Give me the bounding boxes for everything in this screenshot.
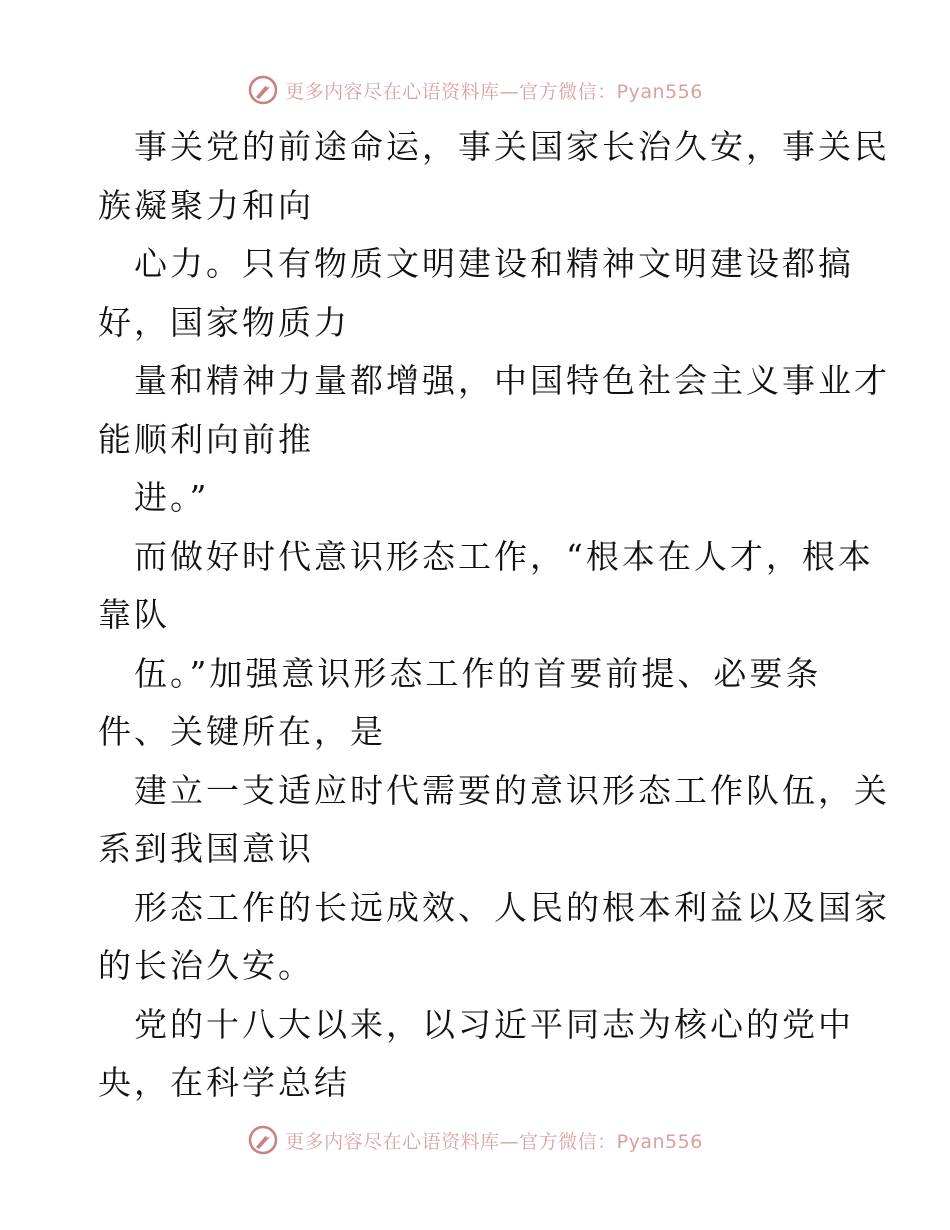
text-line: 进。” bbox=[134, 478, 210, 517]
text-line: 央，在科学总结 bbox=[98, 1063, 350, 1102]
footer-banner bbox=[0, 1120, 950, 1160]
header-banner bbox=[0, 70, 950, 110]
text-line: 心力。只有物质文明建设和精神文明建设都搞 bbox=[134, 244, 854, 283]
text-line: 量和精神力量都增强，中国特色社会主义事业才 bbox=[134, 361, 890, 400]
text-line: 党的十八大以来，以习近平同志为核心的党中 bbox=[134, 1004, 854, 1044]
text-line: 族凝聚力和向 bbox=[98, 185, 314, 225]
pen-nib-icon bbox=[247, 74, 279, 106]
text-line: 形态工作的长远成效、人民的根本利益以及国家 bbox=[134, 887, 890, 927]
text-line: 系到我国意识 bbox=[98, 829, 314, 868]
text-line: 事关党的前途命运，事关国家长治久安，事关民 bbox=[134, 127, 890, 166]
text-line: 而做好时代意识形态工作，“根本在人才，根本 bbox=[134, 536, 874, 576]
pen-nib-icon bbox=[247, 1124, 279, 1156]
text-line: 靠队 bbox=[98, 595, 170, 634]
document-body bbox=[98, 118, 890, 1113]
banner-text: 更多内容尽在心语资料库—官方微信：Pyan556 bbox=[285, 1130, 703, 1153]
text-line: 好，国家物质力 bbox=[98, 302, 350, 342]
text-line: 伍。”加强意识形态工作的首要前提、必要条 bbox=[134, 653, 822, 693]
text-line: 件、关键所在，是 bbox=[98, 712, 386, 751]
text-line: 的长治久安。 bbox=[98, 946, 314, 985]
banner-text: 更多内容尽在心语资料库—官方微信：Pyan556 bbox=[285, 80, 703, 103]
text-line: 能顺利向前推 bbox=[98, 419, 314, 459]
text-line: 建立一支适应时代需要的意识形态工作队伍，关 bbox=[134, 770, 890, 810]
